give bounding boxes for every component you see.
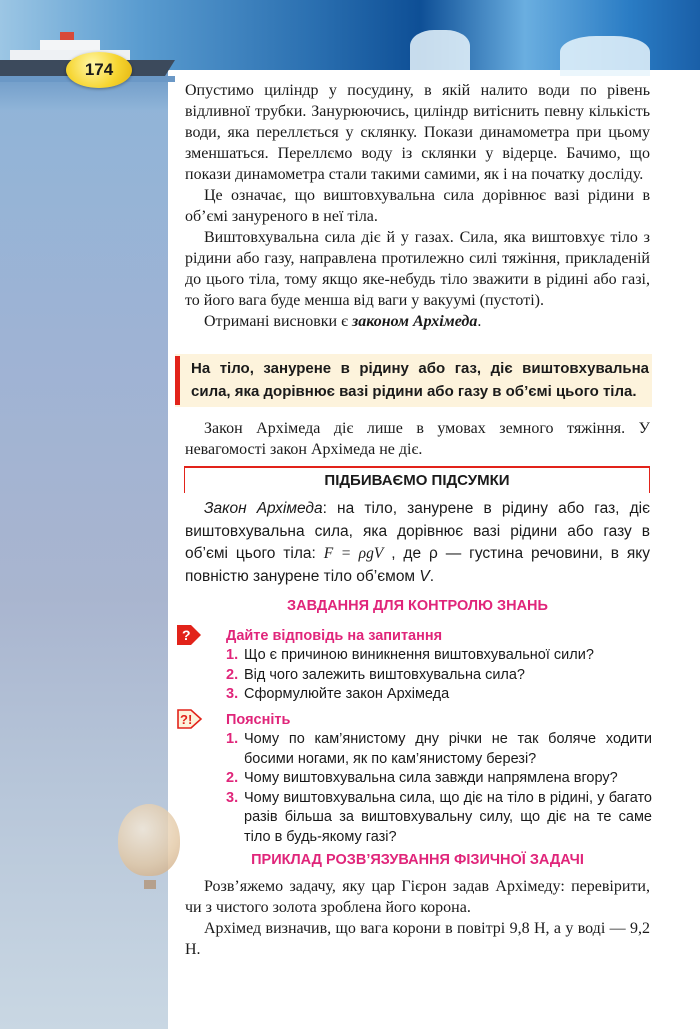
archimedes-formula: F = ρgV — [323, 545, 384, 562]
explain-marker-glyph: ?! — [180, 712, 193, 727]
example-paragraph-weights: Архімед визначив, що вага корони в повітрі 9,8 Н, а у воді — 9,2 Н. — [185, 920, 650, 958]
law-statement-box — [175, 354, 652, 407]
list-item — [222, 685, 652, 705]
example-block — [185, 876, 650, 960]
law-name-emphasis: законом Архімеда — [351, 313, 478, 330]
paragraph-experiment: Опустимо циліндр у посудину, в якій налито води по рівень відливної трубки. Занурюючись, циліндр витіснить певну кількість води, яка переллється у склянку. Покази динамометра при цьому зменшаться. Переллємо воду із склянки у відерце. Бачимо, що покази динамометра стали такими самими, як і на початку досліду. — [185, 82, 650, 183]
iceberg-decoration — [560, 36, 650, 76]
gravity-note-block — [185, 418, 650, 460]
paragraph-conclusion: Це означає, що виштовхувальна сила дорівнює вазі рідини в об’ємі зануреного в неї тіла. — [185, 187, 650, 225]
item-text: Чому по кам’янистому дну річки не так боляче ходити босими ногами, як по кам’янистому березі? — [244, 731, 652, 767]
example-section-title: ПРИКЛАД РОЗВ’ЯЗУВАННЯ ФІЗИЧНОЇ ЗАДАЧІ — [251, 852, 584, 868]
law-intro-end: . — [477, 313, 482, 330]
explain-title: Поясніть — [226, 712, 291, 728]
iceberg-decoration — [410, 30, 470, 70]
summary-law-name: Закон Архімеда — [204, 500, 323, 517]
paragraph-law-intro — [185, 311, 650, 332]
summary-title: ПІДБИВАЄМО ПІДСУМКИ — [324, 472, 510, 489]
item-number: 1. — [226, 731, 239, 747]
answer-questions-list — [222, 646, 652, 705]
item-text: Від чого залежить виштовхувальна сила? — [244, 666, 526, 683]
list-item — [222, 730, 652, 769]
item-number: 3. — [226, 789, 239, 806]
explain-marker-icon — [177, 709, 205, 729]
example-paragraph-task: Розв’яжемо задачу, яку цар Гієрон задав Архімеду: перевірити, чи з чистого золота зроблена його корона. — [185, 878, 650, 916]
list-item — [222, 666, 652, 686]
explain-questions-list — [222, 730, 652, 847]
summary-text — [185, 498, 650, 588]
summary-end: . — [429, 567, 435, 585]
item-text: Чому виштовхувальна сила, що діє на тіло в рідині, у багато разів більша за виштовхувальну силу, що діє на те саме тіло в будь-якому газі? — [244, 789, 652, 845]
item-text: Сформулюйте закон Архімеда — [244, 686, 450, 702]
list-item — [222, 769, 652, 789]
law-statement: На тіло, занурене в рідину або газ, діє виштовхувальна сила, яка дорівнює вазі рідини або газу в об’ємі цього тіла. — [191, 360, 649, 400]
answer-questions-title: Дайте відповідь на запитання — [226, 628, 443, 644]
summary-text-part: : на тіло, занурене в рідину або газ, діє виштовхувальна сила, яка дорівнює вазі рідини або газу в об’ємі цього тіла: — [185, 500, 650, 562]
volume-symbol: V — [419, 567, 430, 585]
summary-block — [185, 498, 650, 588]
summary-text-part: , де ρ — густина речовини, в яку повністю занурене тіло об’ємом — [185, 545, 651, 585]
left-photo-strip — [0, 70, 168, 1029]
item-number: 2. — [226, 770, 239, 786]
law-accent-bar — [175, 356, 180, 405]
paragraph-gravity: Закон Архімеда діє лише в умовах земного тяжіння. У невагомості закон Архімеда не діє. — [185, 420, 650, 458]
item-number: 1. — [226, 647, 239, 663]
list-item — [222, 646, 652, 666]
tasks-section-title: ЗАВДАННЯ ДЛЯ КОНТРОЛЮ ЗНАНЬ — [287, 598, 548, 614]
law-intro-text: Отримані висновки є — [204, 313, 352, 330]
question-marker-glyph: ? — [182, 627, 191, 643]
hot-air-balloon-illustration — [118, 804, 180, 876]
paragraph-gases: Виштовхувальна сила діє й у газах. Сила, яка виштовхує тіло з рідини або газу, направлена протилежно силі тяжіння, прикладеній до цього тіла, тому якщо яке-небудь тіло зважити в рідині або газі, то його вага буде менша від ваги у вакуумі (пустоті). — [185, 229, 650, 309]
balloon-basket — [144, 880, 156, 889]
list-item — [222, 789, 652, 848]
page-number-badge: 174 — [66, 52, 132, 88]
item-text: Чому виштовхувальна сила завжди напрямлена вгору? — [244, 770, 618, 786]
item-number: 3. — [226, 686, 239, 702]
summary-heading-frame — [184, 466, 650, 493]
main-text-block — [185, 80, 650, 332]
item-number: 2. — [226, 666, 239, 683]
question-marker-icon — [177, 625, 205, 645]
item-text: Що є причиною виникнення виштовхувальної сили? — [244, 647, 594, 663]
